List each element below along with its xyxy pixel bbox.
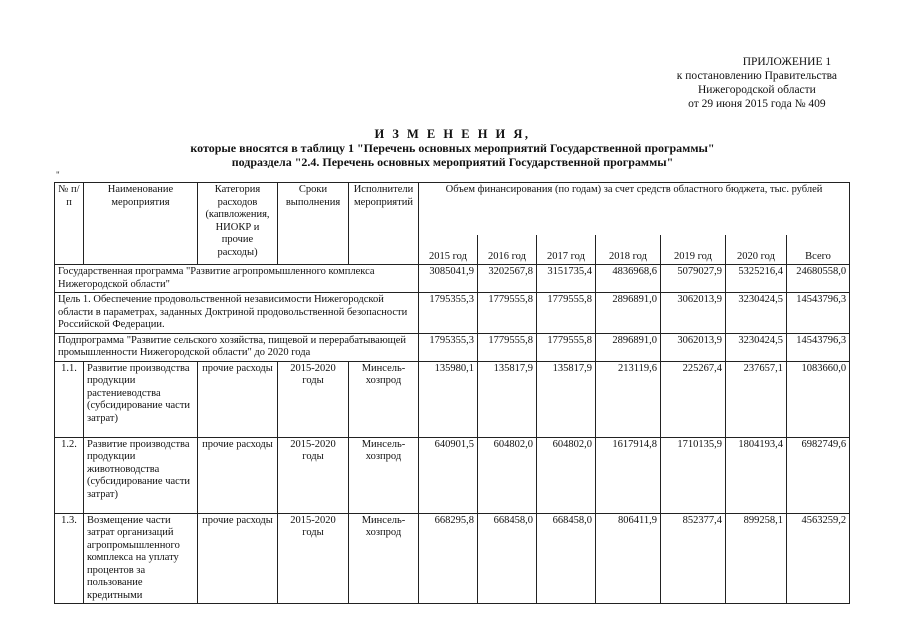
row-executor: Минсель-хозпрод <box>349 513 419 604</box>
header-year: 2019 год <box>661 235 726 265</box>
table-cell: 5325216,4 <box>726 265 787 293</box>
row-category: прочие расходы <box>198 361 278 437</box>
header-num: № п/п <box>55 183 84 265</box>
table-cell: 1779555,8 <box>478 333 537 361</box>
document-subtitle: подраздела "2.4. Перечень основных мероприятий Государственной программы" <box>231 155 674 169</box>
table-cell: 1779555,8 <box>478 293 537 334</box>
header-funding: Объем финансирования (по годам) за счет средств областного бюджета, тыс. рублей <box>419 183 850 235</box>
table-cell: 806411,9 <box>596 513 661 604</box>
header-name: Наименование мероприятия <box>84 183 198 265</box>
table-cell: 135980,1 <box>419 361 478 437</box>
header-category: Категория расходов (капвложения, НИОКР и прочие расходы) <box>198 183 278 265</box>
table-cell: 3062013,9 <box>661 333 726 361</box>
table-cell: 5079027,9 <box>661 265 726 293</box>
table-row-subprogram <box>55 333 850 361</box>
table-cell: 668458,0 <box>537 513 596 604</box>
document-title: И З М Е Н Е Н И Я, <box>374 127 531 141</box>
table-cell: 3062013,9 <box>661 293 726 334</box>
table-cell: 135817,9 <box>478 361 537 437</box>
row-terms: 2015-2020 годы <box>278 437 349 513</box>
measures-table <box>54 182 850 604</box>
header-year-total: Всего <box>787 235 850 265</box>
table-cell: 604802,0 <box>478 437 537 513</box>
header-terms: Сроки выполнения <box>278 183 349 265</box>
row-name: Развитие производства продукции растениеводства (субсидирование части затрат) <box>84 361 198 437</box>
row-name: Развитие производства продукции животноводства (субсидирование части затрат) <box>84 437 198 513</box>
header-year: 2016 год <box>478 235 537 265</box>
header-year: 2018 год <box>596 235 661 265</box>
appendix-title: ПРИЛОЖЕНИЕ 1 <box>742 56 832 68</box>
table-cell: 6982749,6 <box>787 437 850 513</box>
appendix-line: к постановлению Правительства <box>676 70 837 82</box>
table-cell: 237657,1 <box>726 361 787 437</box>
row-num: 1.1. <box>55 361 84 437</box>
table-cell: 1617914,8 <box>596 437 661 513</box>
table-cell: 24680558,0 <box>787 265 850 293</box>
row-title: Цель 1. Обеспечение продовольственной независимости Нижегородской области в параметрах, заданных Доктриной продовольственной безопасности Российской Федерации. <box>55 293 419 334</box>
table-cell: 1804193,4 <box>726 437 787 513</box>
row-executor: Минсель-хозпрод <box>349 437 419 513</box>
row-category: прочие расходы <box>198 437 278 513</box>
header-year: 2015 год <box>419 235 478 265</box>
table-cell: 225267,4 <box>661 361 726 437</box>
table-cell: 213119,6 <box>596 361 661 437</box>
table-cell: 2896891,0 <box>596 333 661 361</box>
table-cell: 3151735,4 <box>537 265 596 293</box>
table-row <box>55 437 850 513</box>
table-row <box>55 361 850 437</box>
table-row-goal <box>55 293 850 334</box>
table-cell: 1779555,8 <box>537 333 596 361</box>
table-cell: 1083660,0 <box>787 361 850 437</box>
document-subtitle: которые вносятся в таблицу 1 "Перечень основных мероприятий Государственной программы" <box>190 141 715 155</box>
table-header-row <box>55 183 850 235</box>
row-terms: 2015-2020 годы <box>278 361 349 437</box>
table-cell: 1710135,9 <box>661 437 726 513</box>
appendix-block <box>677 55 837 111</box>
table-cell: 14543796,3 <box>787 293 850 334</box>
table-cell: 668295,8 <box>419 513 478 604</box>
table-cell: 4836968,6 <box>596 265 661 293</box>
row-name: Возмещение части затрат организаций агропромышленного комплекса на уплату процентов за пользование кредитными <box>84 513 198 604</box>
table-cell: 668458,0 <box>478 513 537 604</box>
row-terms: 2015-2020 годы <box>278 513 349 604</box>
appendix-line: Нижегородской области <box>697 84 816 96</box>
table-cell: 604802,0 <box>537 437 596 513</box>
table-cell: 852377,4 <box>661 513 726 604</box>
row-num: 1.2. <box>55 437 84 513</box>
table-cell: 640901,5 <box>419 437 478 513</box>
table-cell: 3085041,9 <box>419 265 478 293</box>
table-cell: 4563259,2 <box>787 513 850 604</box>
table-cell: 135817,9 <box>537 361 596 437</box>
table-cell: 14543796,3 <box>787 333 850 361</box>
row-category: прочие расходы <box>198 513 278 604</box>
row-title: Подпрограмма "Развитие сельского хозяйства, пищевой и перерабатывающей промышленности Нижегородской области" до 2020 года <box>55 333 419 361</box>
table-cell: 899258,1 <box>726 513 787 604</box>
appendix-date: от 29 июня 2015 года № 409 <box>688 98 826 110</box>
table-row <box>55 513 850 604</box>
table-row-program <box>55 265 850 293</box>
document-titles <box>0 127 905 169</box>
header-executors: Исполнители мероприятий <box>349 183 419 265</box>
table-cell: 1795355,3 <box>419 333 478 361</box>
table-cell: 3202567,8 <box>478 265 537 293</box>
row-title: Государственная программа "Развитие агропромышленного комплекса Нижегородской области" <box>55 265 419 293</box>
header-year: 2020 год <box>726 235 787 265</box>
table-cell: 1795355,3 <box>419 293 478 334</box>
header-year: 2017 год <box>537 235 596 265</box>
table-cell: 2896891,0 <box>596 293 661 334</box>
table-cell: 3230424,5 <box>726 293 787 334</box>
row-num: 1.3. <box>55 513 84 604</box>
row-executor: Минсель-хозпрод <box>349 361 419 437</box>
table-cell: 3230424,5 <box>726 333 787 361</box>
table-cell: 1779555,8 <box>537 293 596 334</box>
quote-mark: " <box>56 170 60 180</box>
